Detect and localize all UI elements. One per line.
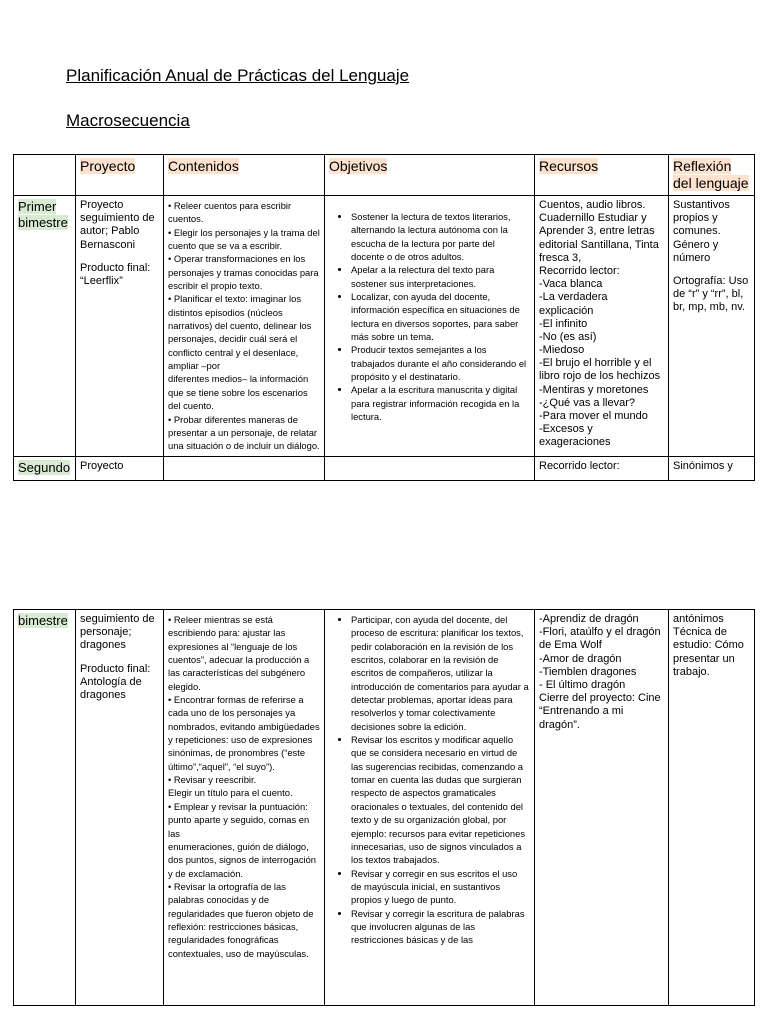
resource-item: -Excesos y exageraciones (539, 423, 611, 449)
content-item: • Emplear y revisar la puntuación: punto aparte y seguido, comas en las (168, 800, 310, 839)
resource-item: -¿Qué vas a llevar? (539, 396, 635, 409)
resource-item: -La verdadera explicación (539, 291, 608, 317)
content-item: • Releer cuentos para escribir cuentos. (168, 200, 292, 225)
objective-item: • Apelar a la escritura manuscrita y digital para registrar información recogida en la lectura. (351, 383, 530, 423)
reflection-text: Ortografía: Uso de “r” y “rr”, bl, br, mp, mb, nv. (673, 274, 749, 314)
content-item: • Operar transformaciones en los personajes y tramas conocidas para escribir el propio texto. (168, 253, 319, 292)
resource-item: Cuentos, audio libros. (539, 199, 646, 211)
resource-item: -El brujo el horrible y el libro rojo de los hechizos (539, 357, 661, 383)
resource-item: Cierre del proyecto: Cine “Entrenando a mi dragón”. (539, 692, 661, 731)
page-title: Planificación Anual de Prácticas del Lenguaje (66, 66, 410, 85)
content-item: Elegir un título para el cuento. (168, 787, 293, 799)
resource-item: -No (es así) (539, 330, 597, 343)
planning-table-page-1 (13, 154, 755, 481)
contents-cell (164, 456, 325, 480)
content-item: • Probar diferentes maneras de presentar a un personaje, de relatar una situación o de incluir un diálogo. (168, 413, 320, 452)
reflection-cell: Sinónimos y (669, 456, 755, 480)
content-item: • Elegir los personajes y la trama del cuento que se va a escribir. (168, 226, 320, 252)
content-item: • Releer mientras se está escribiendo para: ajustar las expresiones al “lenguaje de los cuentos”, adecuar la producción a las características del subgénero elegido. (168, 614, 310, 692)
contents-cell (164, 196, 325, 457)
objective-item: • Revisar y corregir en sus escritos el uso de mayúscula inicial, en sustantivos propios y luego de punto. (351, 867, 530, 907)
period-cell: Primer bimestre (14, 196, 76, 457)
header-empty-cell (14, 155, 76, 196)
content-item: • Revisar y reescribir. (168, 774, 257, 786)
product-text: Producto final: Antología de dragones (80, 662, 151, 701)
header-proyecto: Proyecto (76, 155, 164, 196)
objective-item: • Apelar a la relectura del texto para sostener sus interpretaciones. (351, 263, 530, 290)
project-cell: Proyecto (76, 456, 164, 480)
header-objetivos: Objetivos (325, 155, 535, 196)
resource-item: -Vaca blanca (539, 278, 603, 291)
header-contenidos: Contenidos (164, 155, 325, 196)
objective-item: • Revisar y corregir la escritura de palabras que involucren algunas de las restricciones básicas y de las (351, 907, 530, 947)
content-item: • Revisar la ortografía de las palabras conocidas y de regularidades que fueron objeto de reflexión: restricciones básicas, regularidades fonográficas contextuales, uso de mayúsculas. (168, 880, 314, 959)
project-cell (76, 196, 164, 457)
objective-item: • Revisar los escritos y modificar aquello que se considera necesario en virtud de las sugerencias recibidas, comenzando a tomar en cuenta las dudas que surgieran respecto de aspectos gramaticales oracionales o textuales, del contenido del texto y de su organización global, por ejemplo: recursos para evitar repeticiones innecesarias, uso de signos vinculados a los textos trabajados. (351, 733, 530, 866)
content-item: • Encontrar formas de referirse a cada uno de los personajes ya nombrados, evitando ambigüedades y repeticiones: uso de expresiones sinónimas, de pronombres (“este último”,“aquel”, “el suyo”). (168, 694, 320, 772)
header-reflexion: Reflexión del lenguaje (669, 155, 755, 196)
resource-item: Recorrido lector: (539, 264, 620, 277)
resource-item: -Miedoso (539, 344, 585, 357)
contents-cell (164, 610, 325, 1006)
period-cell: bimestre (14, 610, 76, 1006)
product-text: Producto final: “Leerflix” (80, 261, 151, 287)
resource-item: -El infinito (539, 317, 588, 330)
content-item: • Planificar el texto: imaginar los distintos episodios (núcleos narrativos) del cuento, delinear los personajes, decidir cuál será el conflicto central y el desenlace, ampliar –por (168, 293, 312, 372)
period-cell: Segundo (14, 456, 76, 480)
content-item: enumeraciones, guión de diálogo, dos puntos, signos de interrogación y de exclamación. (168, 840, 317, 879)
resource-item: -Para mover el mundo (539, 410, 648, 422)
content-item: diferentes medios– la información que se tiene sobre los escenarios del cuento. (168, 373, 309, 412)
section-subtitle: Macrosecuencia (66, 111, 190, 130)
objectives-cell (325, 456, 535, 480)
header-recursos: Recursos (535, 155, 669, 196)
objectives-cell (325, 610, 535, 1006)
resource-item: Cuadernillo Estudiar y Aprender 3, entre letras editorial Santillana, Tinta fresca 3, (539, 212, 659, 264)
reflection-cell (669, 196, 755, 457)
resource-item: -Tiemblen dragones (539, 665, 637, 678)
project-text: Proyecto seguimiento de autor; Pablo Bernasconi (80, 199, 155, 251)
resources-cell (535, 610, 669, 1006)
reflection-cell (669, 610, 755, 1006)
objective-item: • Localizar, con ayuda del docente, información específica en situaciones de lectura en diversos soportes, para saber más sobre un tema. (351, 290, 530, 343)
row-primer-bimestre (14, 196, 755, 457)
resource-item: -Aprendiz de dragón (539, 613, 639, 625)
row-segundo-bimestre-continued (14, 610, 755, 1006)
resource-item: - El último dragón (539, 678, 626, 691)
objective-item: • Sostener la lectura de textos literarios, alternando la lectura autónoma con la escucha de la lectura por parte del docente o de otros adultos. (351, 210, 530, 263)
row-segundo-bimestre-start (14, 456, 755, 480)
resources-cell (535, 196, 669, 457)
reflection-text: Sustantivos propios y comunes. Género y número (673, 199, 730, 264)
project-cell (76, 610, 164, 1006)
resource-item: -Amor de dragón (539, 652, 622, 665)
resource-item: -Flori, ataúlfo y el dragón de Ema Wolf (539, 626, 661, 652)
header-row (14, 155, 755, 196)
reflection-text: antónimos Técnica de estudio: Cómo presentar un trabajo. (673, 613, 744, 678)
objective-item: • Participar, con ayuda del docente, del proceso de escritura: planificar los textos, pedir colaboración en la revisión de los escritos, colaborar en la revisión de escritos de compañeros, utilizar la introducción de comentarios para ayudar a detectar problemas, aportar ideas para resolverlos y tomar colectivamente decisiones sobre la edición. (351, 613, 530, 733)
objectives-cell (325, 196, 535, 457)
resources-cell: Recorrido lector: (535, 456, 669, 480)
project-text: seguimiento de personaje; dragones (80, 613, 155, 652)
planning-table-page-2 (13, 609, 755, 1006)
objective-item: • Producir textos semejantes a los trabajados durante el año considerando el propósito y el destinatario. (351, 343, 530, 383)
resource-item: -Mentiras y moretones (539, 383, 649, 396)
